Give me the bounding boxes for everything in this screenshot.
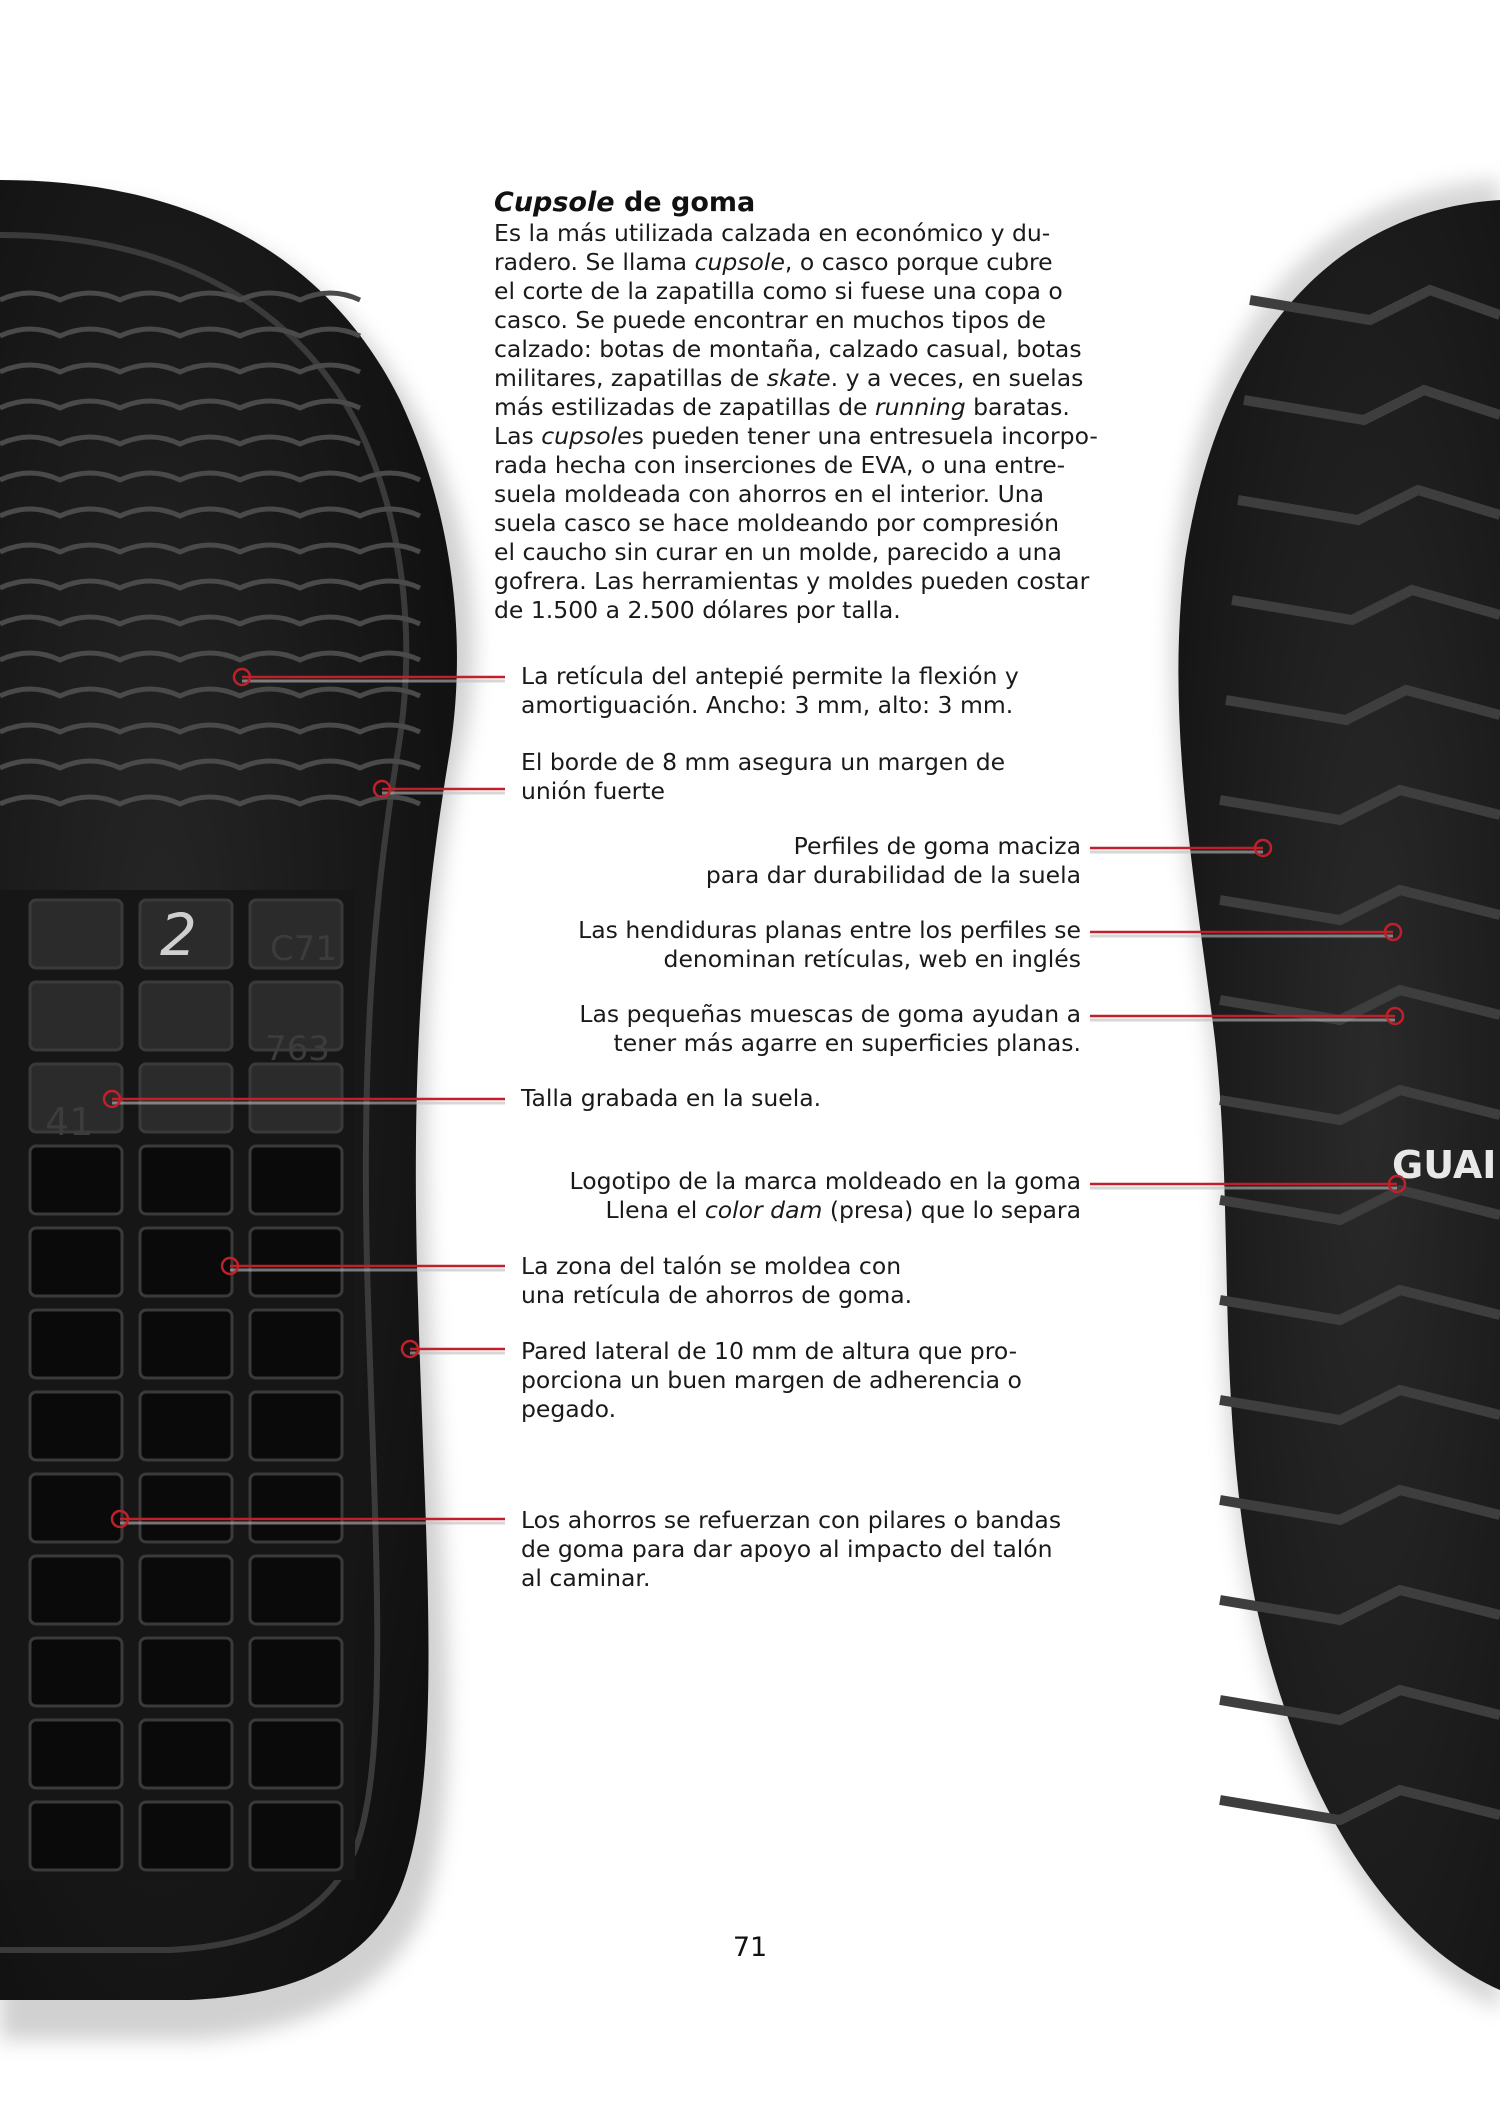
heel-grid-cell (30, 1146, 122, 1214)
intro-line (494, 393, 1134, 422)
intro-text: casco. Se puede encontrar en muchos tipos de (494, 306, 1046, 334)
intro-text: calzado: botas de montaña, calzado casual, botas (494, 335, 1082, 363)
callout-ahorros-text: Los ahorros se refuerzan con pilares o bandas (521, 1506, 1062, 1534)
heel-grid-cell (140, 1146, 232, 1214)
intro-text: militares, zapatillas de (494, 364, 767, 392)
callout-ahorros-text: al caminar. (521, 1564, 651, 1592)
intro-text: más estilizadas de zapatillas de (494, 393, 875, 421)
intro-line (494, 480, 1134, 509)
callout-grooves (578, 916, 1081, 974)
callout-muescas-text: Las pequeñas muescas de goma ayudan a (579, 1000, 1081, 1028)
heel-grid-cell (250, 1638, 342, 1706)
heel-grid-cell (250, 1556, 342, 1624)
heel-grid-cell (140, 1310, 232, 1378)
callout-borde-text: El borde de 8 mm asegura un margen de (521, 748, 1006, 776)
heel-grid-cell (30, 1556, 122, 1624)
intro-text: suela moldeada con ahorros en el interior. Una (494, 480, 1045, 508)
intro-line (494, 422, 1134, 451)
intro-line (494, 248, 1134, 277)
intro-line (494, 306, 1134, 335)
callout-logotipo-text: Logotipo de la marca moldeado en la goma (569, 1167, 1081, 1195)
heel-grid-cell (30, 900, 122, 968)
intro-paragraph (494, 219, 1134, 625)
callout-hendiduras-line (578, 916, 1081, 945)
callout-talon-text: La zona del talón se moldea con (521, 1252, 902, 1280)
callout-pared-line (521, 1395, 1022, 1424)
heel-grid-cell (140, 1638, 232, 1706)
callout-heel-zone (521, 1252, 912, 1310)
intro-line (494, 509, 1134, 538)
callout-edge (521, 748, 1005, 806)
callout-pared-text: Pared lateral de 10 mm de altura que pro- (521, 1337, 1018, 1365)
intro-text: radero. Se llama (494, 248, 695, 276)
callout-hendiduras-text: denominan retículas, web en inglés (663, 945, 1081, 973)
callout-reticula-text: amortiguación. Ancho: 3 mm, alto: 3 mm. (521, 691, 1014, 719)
intro-text: Es la más utilizada calzada en económico y du- (494, 219, 1051, 247)
intro-text: skate (766, 364, 831, 392)
heading-italic: Cupsole (494, 187, 615, 218)
heel-grid-cell (250, 1720, 342, 1788)
intro-text: suela casco se hace moldeando por compresión (494, 509, 1060, 537)
callout-muescas-line (579, 1000, 1081, 1029)
callout-perfiles-line (706, 832, 1081, 861)
heel-grid-cell (30, 1720, 122, 1788)
heel-grid-cell (250, 1474, 342, 1542)
intro-text: . y a veces, en suelas (830, 364, 1084, 392)
callout-ahorros-line (521, 1506, 1061, 1535)
heel-grid-cell (30, 1638, 122, 1706)
callout-talon-text: una retícula de ahorros de goma. (521, 1281, 913, 1309)
callout-logo (570, 1167, 1081, 1225)
callout-hendiduras-text: Las hendiduras planas entre los perfiles se (578, 916, 1081, 944)
intro-line (494, 451, 1134, 480)
heel-grid-cell (140, 1720, 232, 1788)
intro-text: Las (494, 422, 542, 450)
callout-reticula-text: La retícula del antepié permite la flexión y (521, 662, 1019, 690)
intro-text: gofrera. Las herramientas y moldes pueden costar (494, 567, 1090, 595)
heel-grid-cell (30, 1228, 122, 1296)
intro-line (494, 277, 1134, 306)
heel-grid-cell (250, 1228, 342, 1296)
intro-line (494, 219, 1134, 248)
intro-line (494, 567, 1134, 596)
callout-perfiles-line (706, 861, 1081, 890)
intro-text: cupsole (694, 248, 785, 276)
intro-text: baratas. (965, 393, 1070, 421)
callout-pared-text: pegado. (521, 1395, 617, 1423)
heel-grid-cell (250, 1310, 342, 1378)
heel-grid-cell (250, 1802, 342, 1870)
callout-talla-line (521, 1084, 821, 1113)
callout-pared-line (521, 1366, 1022, 1395)
callout-talon-line (521, 1252, 912, 1281)
intro-text: de 1.500 a 2.500 dólares por talla. (494, 596, 901, 624)
heel-grid-cell (30, 1310, 122, 1378)
intro-line (494, 364, 1134, 393)
callout-muescas-text: tener más agarre en superficies planas. (613, 1029, 1081, 1057)
heel-grid-cell (30, 1392, 122, 1460)
callout-logotipo-line (570, 1167, 1081, 1196)
intro-text: s pueden tener una entresuela incorpo- (631, 422, 1098, 450)
callout-borde-line (521, 777, 1005, 806)
intro-line (494, 538, 1134, 567)
heel-grid-cell (140, 1228, 232, 1296)
heel-grid-cell (30, 1802, 122, 1870)
intro-text: el corte de la zapatilla como si fuese una copa o (494, 277, 1063, 305)
heel-grid-cell (140, 1802, 232, 1870)
callout-cavities (521, 1506, 1061, 1593)
callout-logotipo-line (570, 1196, 1081, 1225)
callout-pared-text: porciona un buen margen de adherencia o (521, 1366, 1022, 1394)
sole-size-41: 41 (45, 1100, 94, 1144)
intro-text: running (874, 393, 966, 421)
callout-ahorros-line (521, 1535, 1061, 1564)
heel-grid-cell (250, 1146, 342, 1214)
callout-size-engraved (521, 1084, 821, 1113)
intro-line (494, 596, 1134, 625)
intro-text: rada hecha con inserciones de EVA, o una entre- (494, 451, 1066, 479)
callout-profiles (706, 832, 1081, 890)
page-heading (494, 186, 755, 220)
callout-hendiduras-line (578, 945, 1081, 974)
callout-borde-line (521, 748, 1005, 777)
intro-text: el caucho sin curar en un molde, parecido a una (494, 538, 1062, 566)
callout-borde-text: unión fuerte (521, 777, 666, 805)
intro-line (494, 335, 1134, 364)
heading-rest: de goma (614, 187, 756, 218)
page-number: 71 (732, 1932, 768, 1963)
callout-reticula-line (521, 662, 1019, 691)
callout-talla-text: Talla grabada en la suela. (521, 1084, 822, 1112)
sole-mold-code-1: C71 (270, 929, 338, 969)
callout-notches (579, 1000, 1081, 1058)
heel-grid-cell (140, 982, 232, 1050)
heel-grid-cell (250, 1392, 342, 1460)
heel-grid-cell (140, 1556, 232, 1624)
intro-text: cupsole (541, 422, 632, 450)
callout-logotipo-text: (presa) que lo separa (822, 1196, 1081, 1224)
sole-size-number: 2 (160, 901, 197, 969)
heel-grid-cell (30, 1474, 122, 1542)
callout-reticula-line (521, 691, 1019, 720)
callout-sidewall (521, 1337, 1022, 1424)
intro-text: , o casco porque cubre (784, 248, 1053, 276)
callout-ahorros-text: de goma para dar apoyo al impacto del talón (521, 1535, 1053, 1563)
callout-logotipo-text: color dam (704, 1196, 823, 1224)
callout-ahorros-line (521, 1564, 1061, 1593)
callout-pared-line (521, 1337, 1022, 1366)
heel-grid-cell (140, 1392, 232, 1460)
callout-perfiles-text: para dar durabilidad de la suela (705, 861, 1081, 889)
sole-brand-logo: GUAI (1392, 1143, 1497, 1187)
heel-grid-cell (30, 982, 122, 1050)
sole-mold-code-2: 763 (265, 1029, 330, 1069)
callout-forefoot-grid (521, 662, 1019, 720)
callout-talon-line (521, 1281, 912, 1310)
callout-logotipo-text: Llena el (605, 1196, 705, 1224)
heel-grid-cell (140, 1474, 232, 1542)
callout-perfiles-text: Perfiles de goma maciza (793, 832, 1081, 860)
callout-muescas-line (579, 1029, 1081, 1058)
